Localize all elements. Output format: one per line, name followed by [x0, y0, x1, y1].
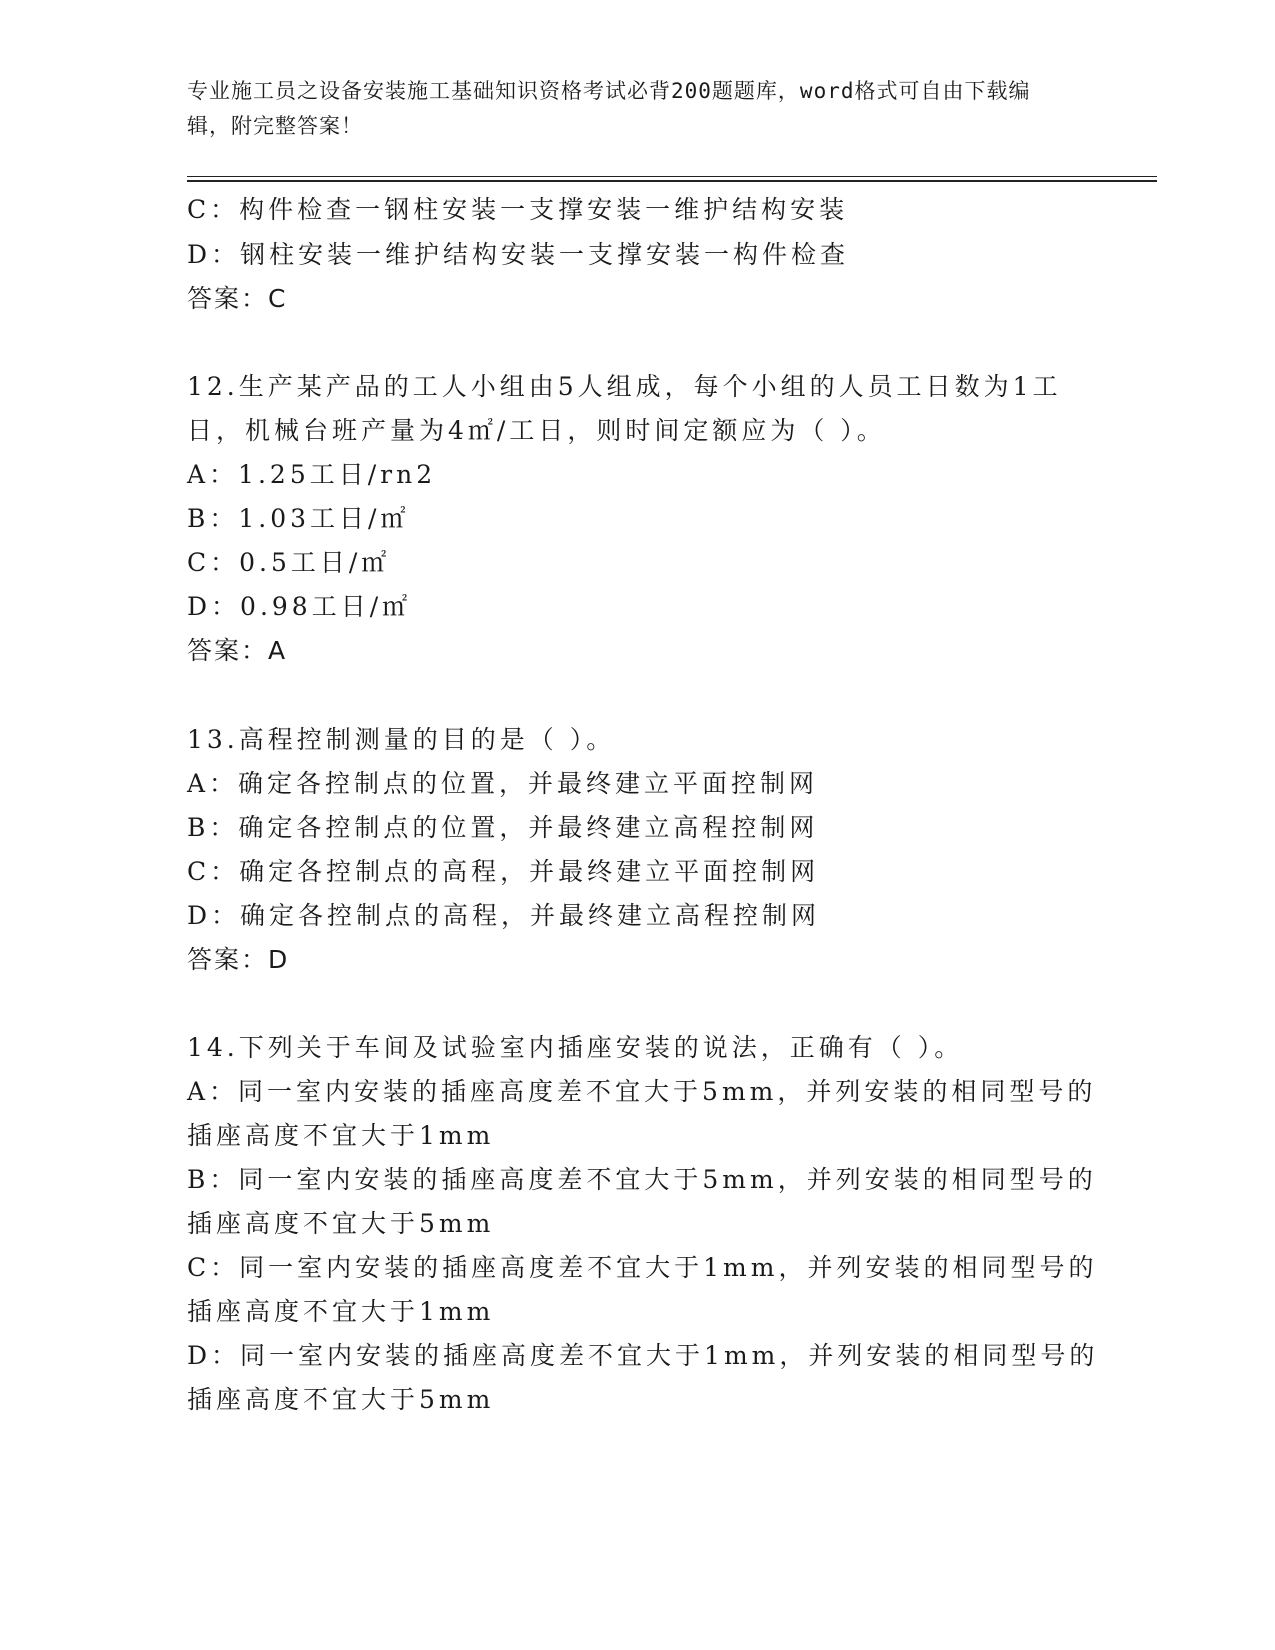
document-header-title: 专业施工员之设备安装施工基础知识资格考试必背200题题库，word格式可自由下载编辑，附完整答案！ [187, 79, 1031, 138]
q13-option-b: B：确定各控制点的位置，并最终建立高程控制网 [187, 813, 819, 842]
q13-option-a: A：确定各控制点的位置，并最终建立平面控制网 [187, 769, 819, 798]
q12-stem-line1: 12.生产某产品的工人小组由5人组成，每个小组的人员工日数为1工 [187, 372, 1062, 401]
q13-option-c: C：确定各控制点的高程，并最终建立平面控制网 [187, 857, 820, 886]
q12-option-d: D：0.98工日/㎡ [187, 592, 412, 621]
q14-stem: 14.下列关于车间及试验室内插座安装的说法，正确有（ ）。 [187, 1033, 964, 1062]
q14-option-c-line2: 插座高度不宜大于1mm [187, 1297, 495, 1326]
q14-option-b-line2: 插座高度不宜大于5mm [187, 1209, 495, 1238]
q14-option-b-line1: B：同一室内安装的插座高度差不宜大于5mm，并列安装的相同型号的 [187, 1165, 1097, 1194]
q12-option-a: A：1.25工日/rn2 [187, 460, 437, 489]
header-divider-thick [187, 180, 1157, 182]
q12-stem-line2: 日，机械台班产量为4㎡/工日，则时间定额应为（ ）。 [187, 416, 886, 445]
q11-option-c: C：构件检查一钢柱安装一支撑安装一维护结构安装 [187, 195, 849, 224]
q14-option-c-line1: C：同一室内安装的插座高度差不宜大于1mm，并列安装的相同型号的 [187, 1253, 1098, 1282]
q13-option-d: D：确定各控制点的高程，并最终建立高程控制网 [187, 901, 821, 930]
q14-option-a-line1: A：同一室内安装的插座高度差不宜大于5mm，并列安装的相同型号的 [187, 1077, 1097, 1106]
q14-option-a-line2: 插座高度不宜大于1mm [187, 1121, 495, 1150]
q13-answer: 答案：D [187, 945, 290, 974]
q13-stem: 13.高程控制测量的目的是（ ）。 [187, 725, 616, 754]
q12-option-c: C：0.5工日/㎡ [187, 548, 391, 577]
q11-option-d: D：钢柱安装一维护结构安装一支撑安装一构件检查 [187, 240, 850, 269]
header-divider-thin [187, 176, 1157, 177]
q14-option-d-line2: 插座高度不宜大于5mm [187, 1385, 495, 1414]
q11-answer: 答案：C [187, 284, 288, 313]
q12-answer: 答案：A [187, 636, 288, 665]
q12-option-b: B：1.03工日/㎡ [187, 504, 410, 533]
q14-option-d-line1: D：同一室内安装的插座高度差不宜大于1mm，并列安装的相同型号的 [187, 1341, 1099, 1370]
